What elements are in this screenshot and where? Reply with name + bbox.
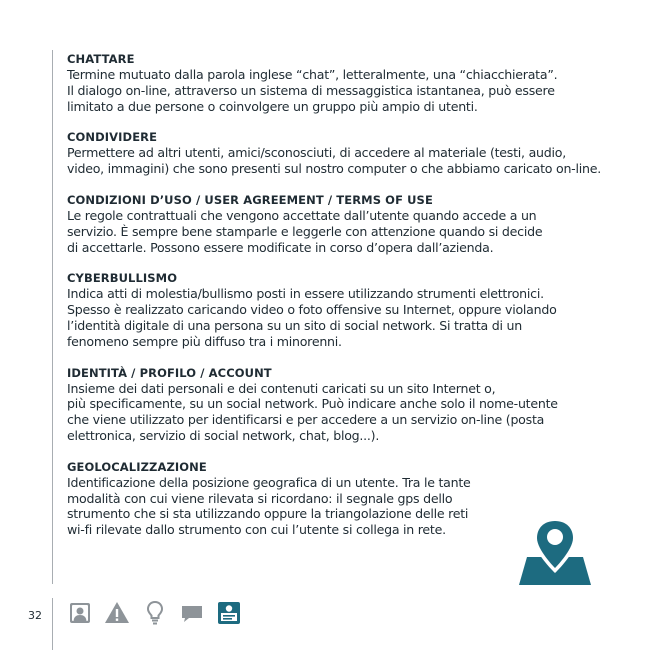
definition-line: Identificazione della posizione geografica di un utente. Tra le tante — [67, 474, 471, 490]
definition-line: che viene utilizzato per identificarsi e per accedere a un servizio on-line (posta — [67, 412, 545, 428]
definition-line: Le regole contrattuali che vengono accettate dall’utente quando accede a un — [67, 207, 537, 223]
glossary-entry-condividere — [67, 130, 612, 177]
definition-line: video, immagini) che sono presenti sul nostro computer o che abbiamo caricato on-line. — [67, 161, 601, 177]
warning-icon[interactable] — [104, 600, 130, 626]
glossary-entry-cyberbullismo — [67, 271, 612, 349]
definition-line: fenomeno sempre più diffuso tra i minorenni. — [67, 333, 342, 349]
glossary-term: CONDIZIONI D’USO / USER AGREEMENT / TERMS OF USE — [67, 192, 433, 207]
margin-rule — [52, 50, 53, 584]
glossary-term: CHATTARE — [67, 52, 135, 66]
glossary-definition — [67, 145, 612, 177]
definition-line: Insieme dei dati personali e dei contenuti caricati su un sito Internet o, — [67, 380, 496, 396]
glossary — [67, 52, 612, 538]
person-icon[interactable] — [67, 600, 93, 626]
glossary-term: GEOLOCALIZZAZIONE — [67, 459, 207, 474]
glossary-entry-identita — [67, 366, 612, 444]
definition-line: elettronica, servizio di social network, chat, blog...). — [67, 427, 380, 443]
glossary-term: CYBERBULLISMO — [67, 271, 178, 286]
glossary-definition — [67, 381, 612, 444]
definition-line: Permettere ad altri utenti, amici/sconosciuti, di accedere al materiale (testi, audio, — [67, 145, 566, 161]
margin-rule-bottom — [52, 598, 53, 650]
definition-line: di accettarle. Possono essere modificate in corso d’opera dall’azienda. — [67, 239, 494, 255]
definition-line: limitato a due persone o coinvolgere un gruppo più ampio di utenti. — [67, 98, 478, 114]
definition-line: Indica atti di molestia/bullismo posti in essere utilizzando strumenti elettronici. — [67, 286, 544, 302]
definition-line: l’identità digitale di una persona su un sito di social network. Si tratta di un — [67, 317, 522, 333]
glossary-term: CONDIVIDERE — [67, 130, 158, 145]
glossary-definition — [67, 208, 612, 255]
id-card-icon[interactable] — [216, 600, 242, 626]
definition-line: Il dialogo on-line, attraverso un sistema di messaggistica istantanea, può essere — [67, 82, 555, 98]
glossary-term: IDENTITÀ / PROFILO / ACCOUNT — [67, 365, 272, 380]
glossary-entry-condizioni-uso — [67, 193, 612, 255]
definition-line: modalità con cui viene rilevata si ricordano: il segnale gps dello — [67, 490, 453, 506]
glossary-entry-chattare — [67, 52, 612, 114]
glossary-definition — [67, 286, 612, 349]
definition-line: più specificamente, su un social network. Può indicare anche solo il nome-utente — [67, 396, 558, 412]
glossary-definition — [67, 67, 612, 114]
lightbulb-icon[interactable] — [142, 600, 168, 626]
definition-line: servizio. È sempre bene stamparle e leggerle con attenzione quando si decide — [67, 223, 543, 239]
page-number: 32 — [28, 609, 42, 622]
definition-line: strumento che si sta utilizzando oppure la triangolazione delle reti — [67, 506, 469, 522]
definition-line: Termine mutuato dalla parola inglese “chat”, letteralmente, una “chiacchierata”. — [67, 67, 558, 82]
map-location-pin-icon — [517, 515, 593, 587]
definition-line: Spesso è realizzato caricando video o foto offensive su Internet, oppure violando — [67, 302, 557, 318]
chat-bubble-icon[interactable] — [179, 600, 205, 626]
definition-line: wi-fi rilevate dallo strumento con cui l’utente si collega in rete. — [67, 522, 446, 538]
